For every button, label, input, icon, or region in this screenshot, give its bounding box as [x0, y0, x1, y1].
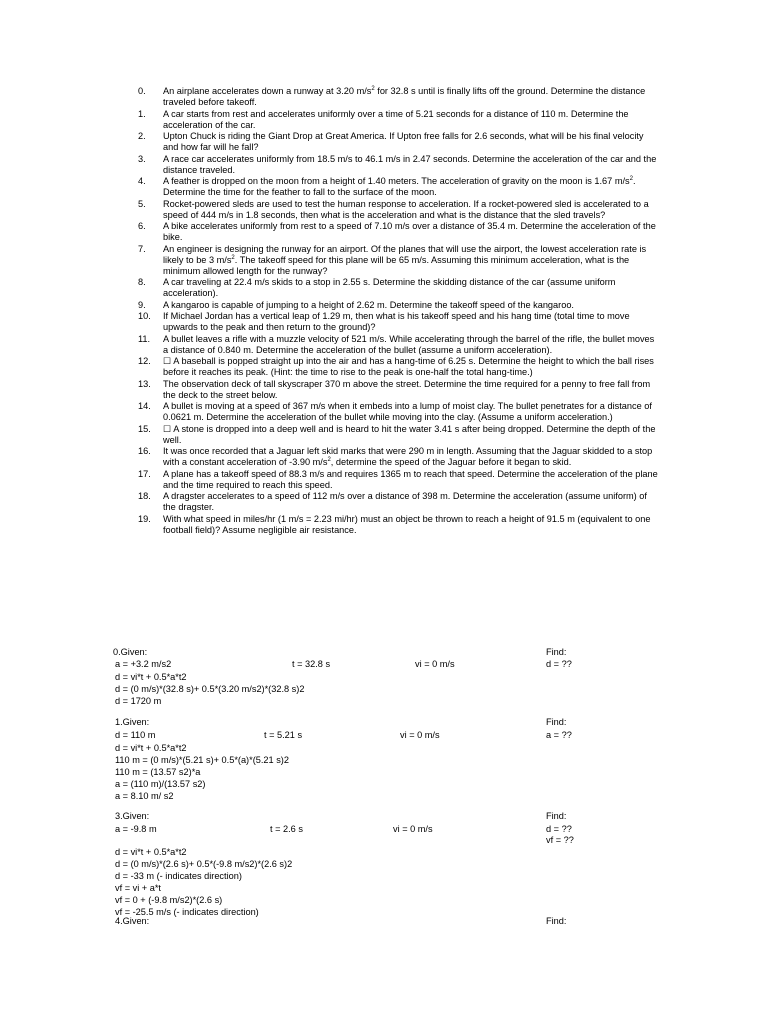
problem-text-main: The observation deck of tall skyscraper 370 m above the street. Determine the time required for a penny to free fall from the deck to the street below. [163, 378, 651, 400]
solution-line: vf = vi + a*t [115, 883, 161, 893]
problem-text-rest: for 32.8 s until is finally lifts off the ground. Determine the distance traveled before takeoff. [163, 86, 646, 107]
problem-number: 1. [138, 108, 146, 119]
solution-line: d = 1720 m [115, 696, 162, 706]
problem-number: 0. [138, 86, 146, 96]
solution-line: d = vi*t + 0.5*a*t2 [115, 672, 187, 682]
problem-text-main: A bike accelerates uniformly from rest to a speed of 7.10 m/s over a distance of 35.4 m. Determine the acceleration of the bike. [163, 221, 656, 242]
solution-line: d = ?? [546, 659, 572, 669]
problem-text-main: With what speed in miles/hr (1 m/s = 2.23 mi/hr) must an object be thrown to reach a height of 91.5 m (equivalent to one football field)? Assume negligible air resistance. [163, 513, 651, 535]
problem-number: 10. [138, 311, 151, 321]
problem-text-main: Rocket-powered sleds are used to test the human response to acceleration. If a rocket-powered sled is accelerated to a speed of 444 m/s in 1.8 seconds, then what is the acceleration and what is the distance that the sled travels? [163, 198, 649, 220]
solution-line: vf = -25.5 m/s (- indicates direction) [115, 907, 259, 917]
solution-line: t = 5.21 s [264, 730, 303, 740]
problem-text-main: A car starts from rest and accelerates uniformly over a time of 5.21 seconds for a distance of 110 m. Determine the acceleration of the car. [163, 108, 629, 130]
problem-text-rest: , determine the speed of the Jaguar before it began to skid. [330, 457, 572, 467]
problem-number: 15. [138, 423, 151, 434]
problem-number: 17. [138, 468, 151, 479]
given-heading: 3.Given: [115, 811, 150, 821]
solution-line: d = (0 m/s)*(2.6 s)+ 0.5*(-9.8 m/s2)*(2.6 s)2 [115, 859, 293, 869]
problem-text-main: A kangaroo is capable of jumping to a height of 2.62 m. Determine the takeoff speed of the kangaroo. [163, 299, 574, 310]
problem-number: 2. [138, 131, 146, 141]
problem-number: 13. [138, 378, 151, 389]
problem-text-main: It was once recorded that a Jaguar left skid marks that were 290 m in length. Assuming that the Jaguar skidded to a stop with a constant acceleration of -3.90 m/s [163, 446, 653, 467]
problem-text-main: If Michael Jordan has a vertical leap of 1.29 m, then what is his takeoff speed and his hang time (total time to move upwards to the peak and then return to the ground)? [163, 311, 630, 332]
given-heading: 1.Given: [115, 717, 150, 727]
problem-number: 8. [138, 277, 146, 287]
problem-number: 11. [138, 333, 151, 344]
problem-text-main: A feather is dropped on the moon from a height of 1.40 meters. The acceleration of gravity on the moon is 1.67 m/s [163, 176, 630, 186]
problem-number: 7. [138, 243, 146, 254]
solution-line: d = -33 m (- indicates direction) [115, 871, 242, 881]
problem-text-main: A race car accelerates uniformly from 18.5 m/s to 46.1 m/s in 2.47 seconds. Determine the acceleration of the car and the distance traveled. [163, 153, 657, 175]
solution-line: vi = 0 m/s [393, 824, 433, 834]
solution-line: d = (0 m/s)*(32.8 s)+ 0.5*(3.20 m/s2)*(32.8 s)2 [115, 684, 305, 694]
find-heading: Find: [546, 811, 567, 821]
solution-line: vi = 0 m/s [400, 730, 440, 740]
solution-line: 110 m = (0 m/s)*(5.21 s)+ 0.5*(a)*(5.21 s)2 [115, 755, 289, 765]
problem-number: 18. [138, 491, 151, 501]
superscript: 2 [327, 456, 331, 463]
problem-text-main: A plane has a takeoff speed of 88.3 m/s and requires 1365 m to reach that speed. Determine the acceleration of the plane and the time required to reach this speed. [163, 468, 658, 490]
solution-line: t = 2.6 s [270, 824, 303, 834]
solution-line: a = -9.8 m [115, 824, 157, 834]
solution-line: d = 110 m [115, 730, 156, 740]
problem-number: 6. [138, 221, 146, 231]
problem-text-main: A car traveling at 22.4 m/s skids to a stop in 2.55 s. Determine the skidding distance of the car (assume uniform acceleration). [163, 277, 616, 298]
problem-text-main: ☐ A stone is dropped into a deep well and is heard to hit the water 3.41 s after being dropped. Determine the depth of the well. [163, 423, 656, 445]
problem-number: 19. [138, 513, 151, 524]
solution-line: d = vi*t + 0.5*a*t2 [115, 847, 187, 857]
problem-number: 5. [138, 198, 146, 209]
solution-line: a = +3.2 m/s2 [115, 659, 172, 669]
problem-text-main: Upton Chuck is riding the Giant Drop at Great America. If Upton free falls for 2.6 seconds, what will be his final velocity and how far will he fall? [163, 131, 644, 152]
problem-text-main: An airplane accelerates down a runway at 3.20 m/s [163, 86, 372, 96]
problem-number: 14. [138, 401, 151, 411]
solution-line: a = ?? [546, 730, 572, 740]
solution-line: t = 32.8 s [292, 659, 331, 669]
problem-number: 4. [138, 176, 146, 186]
superscript: 2 [629, 175, 633, 182]
problem-text-rest: . Determine the time for the feather to fall to the surface of the moon. [163, 176, 636, 197]
problem-text-main: An engineer is designing the runway for an airport. Of the planes that will use the airport, the lowest acceleration rate is likely to be 3 m/s [163, 243, 647, 265]
solution-line: a = 8.10 m/ s2 [115, 791, 174, 801]
given-heading: 4.Given: [115, 916, 150, 926]
find-heading: Find: [546, 916, 567, 926]
find-heading: Find: [546, 647, 567, 657]
problem-number: 9. [138, 299, 146, 310]
solution-line: vf = 0 + (-9.8 m/s2)*(2.6 s) [115, 895, 223, 905]
problem-text-rest: . The takeoff speed for this plane will be 65 m/s. Assuming this minimum acceleration, what is the minimum allowed length for the runway? [163, 254, 630, 276]
superscript: 2 [231, 254, 235, 261]
problem-text-main: A bullet leaves a rifle with a muzzle velocity of 521 m/s. While accelerating through the barrel of the rifle, the bullet moves a distance of 0.840 m. Determine the acceleration of the bullet (assume a uniform acceleration). [163, 333, 655, 355]
problem-number: 3. [138, 153, 146, 164]
problem-text-main: A dragster accelerates to a speed of 112 m/s over a distance of 398 m. Determine the acceleration (assume uniform) of the dragster. [163, 491, 647, 512]
problem-number: 16. [138, 446, 151, 456]
problem-number: 12. [138, 356, 151, 366]
solution-line: d = ?? [546, 824, 572, 834]
solution-line: d = vi*t + 0.5*a*t2 [115, 743, 187, 753]
problem-text-main: A bullet is moving at a speed of 367 m/s when it embeds into a lump of moist clay. The bullet penetrates for a distance of 0.0621 m. Determine the acceleration of the bullet while moving into the clay. (Assume a uniform acceleration.) [163, 401, 652, 422]
solution-line: 110 m = (13.57 s2)*a [115, 767, 201, 777]
superscript: 2 [371, 85, 375, 92]
given-heading: 0.Given: [113, 647, 148, 657]
find-heading: Find: [546, 717, 567, 727]
problem-text-main: ☐ A baseball is popped straight up into the air and has a hang-time of 6.25 s. Determine the height to which the ball rises before it reaches its peak. (Hint: the time to rise to the peak is one-half the total hang-time.) [163, 356, 654, 377]
solution-line: vf = ?? [546, 835, 574, 845]
solution-line: vi = 0 m/s [415, 659, 455, 669]
solution-line: a = (110 m)/(13.57 s2) [115, 779, 206, 789]
